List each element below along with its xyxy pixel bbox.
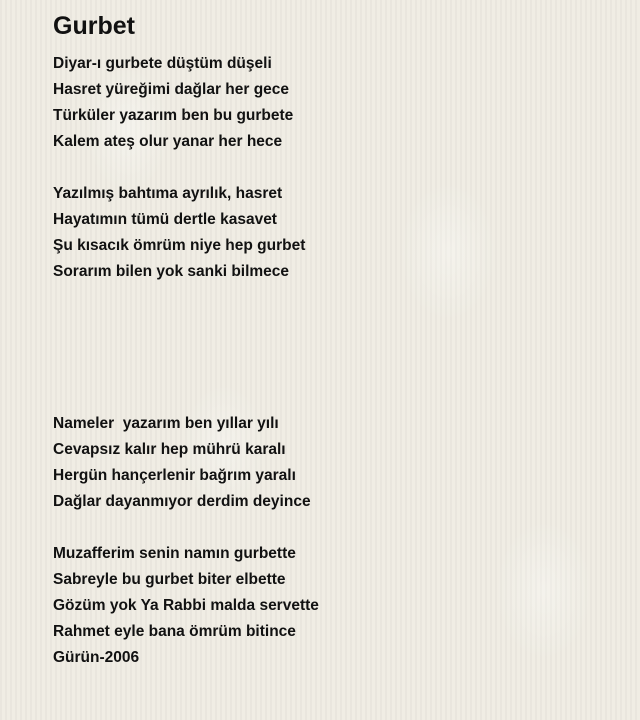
poem-line: Muzafferim senin namın gurbette (53, 545, 296, 562)
poem-line: Dağlar dayanmıyor derdim deyince (53, 493, 311, 510)
poem-line: Şu kısacık ömrüm niye hep gurbet (53, 237, 306, 254)
poem-line: Sorarım bilen yok sanki bilmece (53, 263, 290, 280)
stanza-3 (53, 411, 311, 515)
poem-line: Cevapsız kalır hep mührü karalı (53, 441, 286, 458)
poem-line: Nameler yazarım ben yıllar yılı (53, 415, 279, 432)
poem-line: Gözüm yok Ya Rabbi malda servette (53, 597, 319, 614)
poem-line: Hasret yüreğimi dağlar her gece (53, 81, 290, 98)
poem-line: Yazılmış bahtıma ayrılık, hasret (53, 185, 283, 202)
poem-line: Sabreyle bu gurbet biter elbette (53, 571, 286, 588)
stanza-1 (53, 51, 293, 155)
poem-line: Diyar-ı gurbete düştüm düşeli (53, 55, 272, 72)
stanza-2 (53, 181, 305, 285)
poem-title: Gurbet (53, 12, 135, 40)
poem-line: Hayatımın tümü dertle kasavet (53, 211, 277, 228)
poem-signature: Gürün-2006 (53, 649, 140, 666)
poem-line: Kalem ateş olur yanar her hece (53, 133, 283, 150)
stanza-4 (53, 541, 319, 671)
poem-line: Hergün hançerlenir bağrım yaralı (53, 467, 296, 484)
poem-line: Rahmet eyle bana ömrüm bitince (53, 623, 296, 640)
poem-line: Türküler yazarım ben bu gurbete (53, 107, 294, 124)
